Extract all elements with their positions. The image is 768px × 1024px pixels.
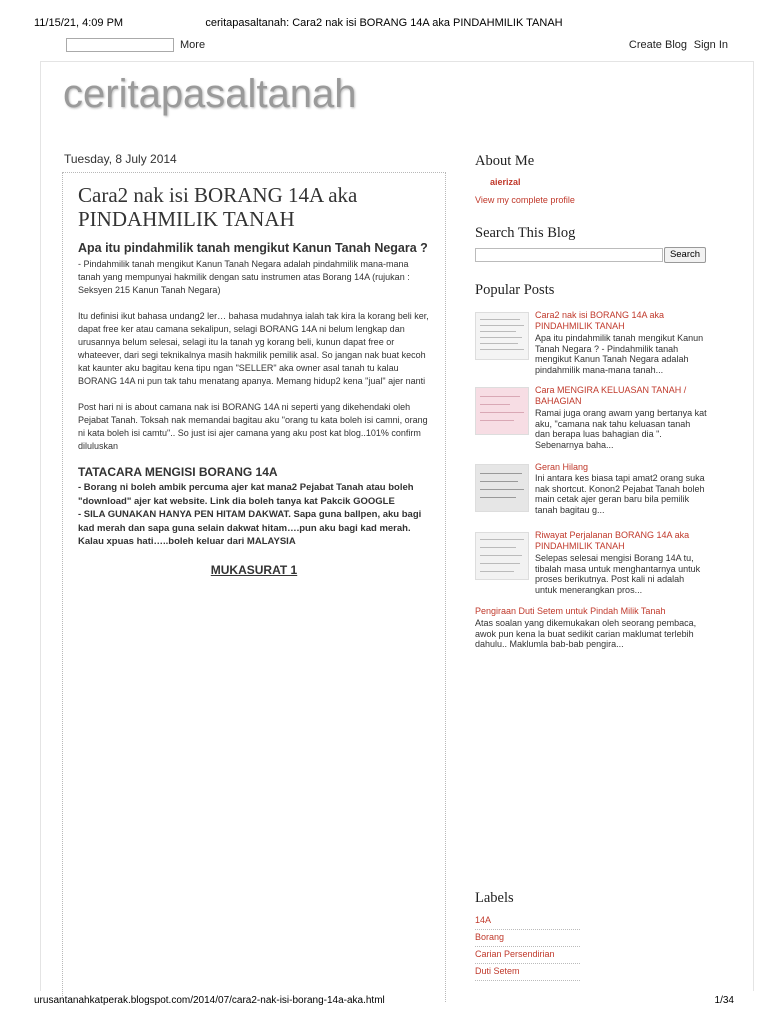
blogger-navbar — [34, 36, 754, 56]
label-link[interactable]: 14A — [475, 913, 580, 930]
popular-post-snippet: Selepas selesai mengisi Borang 14A tu, tibalah masa untuk menghantarnya untuk proses berikutnya. Post kali ni adalah untuk menerangkan pros... — [535, 553, 701, 595]
print-url: urusantanahkatperak.blogspot.com/2014/07/cara2-nak-isi-borang-14a-aka.html — [34, 995, 385, 1006]
popular-post-title[interactable]: Pengiraan Duti Setem untuk Pindah Milik Tanah — [475, 606, 666, 616]
popular-post-item — [475, 310, 715, 375]
label-link[interactable]: Borang — [475, 930, 580, 947]
label-link[interactable]: Carian Persendirian — [475, 947, 580, 964]
post-paragraph: - Pindahmilik tanah mengikut Kanun Tanah Negara adalah pindahmilik mana-mana tanah yang mempunyai hakmilik dengan satu instrumen atas Borang 14A (rujukan : Seksyen 215 Kanun Tanah Negara) — [78, 259, 410, 295]
section-heading: TATACARA MENGISI BORANG 14A — [78, 465, 278, 479]
label-link[interactable]: Duti Setem — [475, 964, 580, 981]
more-link[interactable]: More — [180, 39, 206, 51]
print-datetime: 11/15/21, 4:09 PM — [34, 17, 124, 29]
popular-post-snippet: Apa itu pindahmilik tanah mengikut Kanun Tanah Negara ? - Pindahmilik tanah mengikut Kanun Tanah Negara adalah pindahmilik mana-mana tanah... — [535, 333, 704, 375]
mukasurat-heading: MUKASURAT 1 — [210, 562, 298, 577]
profile-name-link[interactable]: aierizal — [490, 177, 521, 187]
sign-in-link[interactable]: Sign In — [693, 39, 728, 51]
post-subheading: Apa itu pindahmilik tanah mengikut Kanun Tanah Negara ? — [78, 241, 428, 255]
print-page-title: ceritapasaltanah: Cara2 nak isi BORANG 14A aka PINDAHMILIK TANAH — [205, 17, 563, 29]
post-thumbnail[interactable] — [475, 312, 529, 360]
post-thumbnail[interactable] — [475, 464, 529, 512]
labels-heading: Labels — [475, 890, 514, 906]
post-thumbnail[interactable] — [475, 387, 529, 435]
popular-post-item — [475, 606, 715, 649]
search-heading: Search This Blog — [475, 225, 576, 241]
blog-title[interactable]: ceritapasaltanah — [63, 72, 357, 116]
post-container — [62, 172, 446, 1002]
popular-post-title[interactable]: Cara2 nak isi BORANG 14A aka PINDAHMILIK TANAH — [535, 310, 665, 331]
popular-post-title[interactable]: Riwayat Perjalanan BORANG 14A aka PINDAHMILIK TANAH — [535, 530, 690, 551]
section-text: - Borang ni boleh ambik percuma ajer kat mana2 Pejabat Tanah atau boleh "download" ajer kat website. Link dia boleh tanya kat Pakcik GOOGLE - SILA GUNAKAN HANYA PEN HITAM DAKWAT. Sapa guna ballpen, aku bagi kad merah dan sapa guna selain dakwat hitam….pun aku bagi kad merah. Kalau xpuas hati…..boleh keluar dari MALAYSIA — [78, 482, 422, 547]
view-profile-link[interactable]: View my complete profile — [475, 195, 575, 205]
create-blog-link[interactable]: Create Blog — [628, 39, 687, 51]
label-list — [475, 913, 580, 981]
post-date: Tuesday, 8 July 2014 — [64, 152, 177, 166]
popular-post-title[interactable]: Cara MENGIRA KELUASAN TANAH / BAHAGIAN — [535, 385, 687, 406]
navbar-search-input[interactable] — [66, 38, 174, 52]
post-thumbnail[interactable] — [475, 532, 529, 580]
popular-post-snippet: Ini antara kes biasa tapi amat2 orang suka nak shortcut. Konon2 Pejabat Tanah boleh main cetak ajer geran baru bila pemilik tanah bagitau g... — [535, 473, 705, 515]
print-page-number: 1/34 — [714, 995, 734, 1006]
popular-post-title[interactable]: Geran Hilang — [535, 462, 589, 472]
post-body — [78, 240, 430, 577]
post-paragraph: Post hari ni is about camana nak isi BORANG 14A ni seperti yang dikehendaki oleh Pejabat Tanah. Toksah nak memandai bagitau aku "orang tu kata boleh isi camni, orang ni kata boleh isi camtu".. So just isi ajer camana yang aku post kat blog..101% confirm diluluskan — [78, 402, 428, 451]
post-title: Cara2 nak isi BORANG 14A aka PINDAHMILIK TANAH — [78, 183, 358, 231]
popular-post-snippet: Ramai juga orang awam yang bertanya kat aku, "camana nak tahu keluasan tanah dan berapa luas bahagian dia ". Sebenarnya baha... — [535, 408, 707, 450]
popular-post-item — [475, 530, 715, 595]
popular-post-snippet: Atas soalan yang dikemukakan oleh seorang pembaca, awok pun kena la buat sedikit carian maklumat terlebih dahulu.. Maklumla bab-bab pengira... — [475, 618, 697, 649]
popular-post-item — [475, 385, 715, 450]
popular-post-item — [475, 462, 715, 516]
search-button[interactable]: Search — [664, 247, 706, 263]
popular-posts-heading: Popular Posts — [475, 282, 555, 298]
about-me-heading: About Me — [475, 153, 535, 169]
post-paragraph: Itu definisi ikut bahasa undang2 ler… bahasa mudahnya ialah tak kira la korang beli ker, dapat free ker atau camana sekalipun, selagi BORANG 14A ni belum lengkap dan urusannya belum selesai, selagi itu la tanah yg korang beli, kunun dapat free or whateever, dari segi teknikalnya masih hakmilik pemilik asal. So jangan nak buat kecoh kat kaunter aku bagitau kena tipu ngan "SELLER" aka owner asal tanah tu kalau BORANG 14A ni pun tak tahu menatang apanya. Memang hidup2 kena "jual" ajer nanti — [78, 311, 429, 386]
blog-search-input[interactable] — [475, 248, 663, 262]
